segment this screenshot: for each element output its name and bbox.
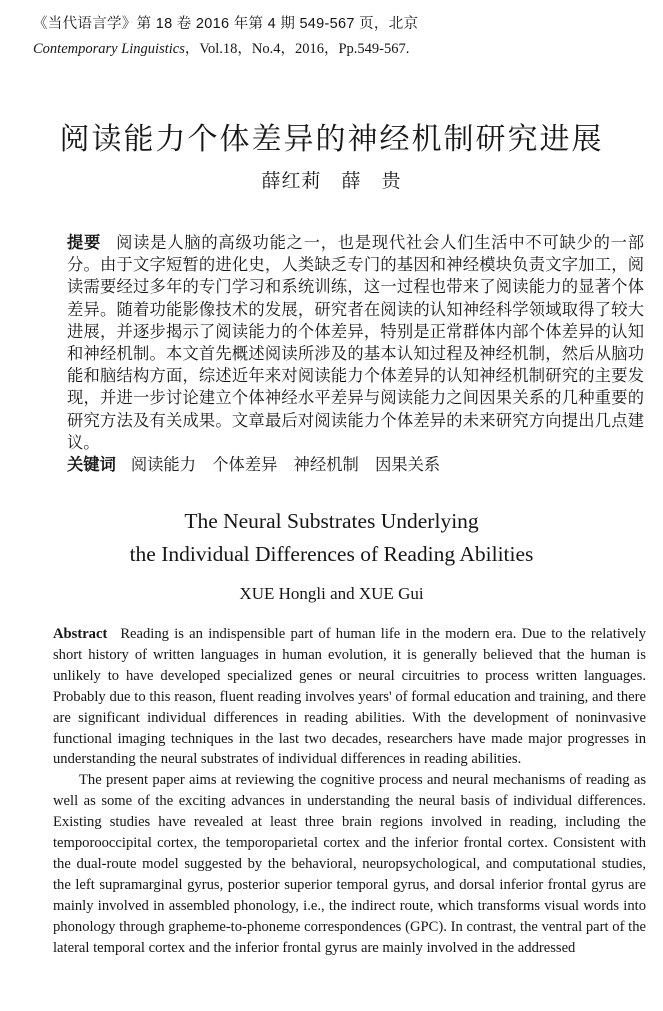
journal-running-head (33, 12, 638, 62)
keywords-label: 关键词 (67, 456, 116, 475)
authors-english: XUE Hongli and XUE Gui (239, 584, 424, 603)
authors-chinese: 薛红莉 薛 贵 (261, 171, 402, 192)
abstract-english-paragraph-2: The present paper aims at reviewing the cognitive process and neural mechanisms of reading as well as some of the exciting advances in understanding the neural basis of individual differences. Existing studies have revealed at least three brain regions involved in reading, including the temporooccipital cortex, the temporoparietal cortex and the inferior frontal cortex. Consistent with the dual-route model suggested by the behavioral, neuropsychological, and computational studies, the left supramarginal gyrus, posterior superior temporal gyrus, and dorsal inferior frontal gyrus are mainly involved in assembled phonology, i.e., the indirect route, which transforms visual words into phonology through grapheme-to-phoneme correspondences (GPC). In contrast, the ventral part of the lateral temporal cortex and the inferior frontal gyrus are mainly involved in the addressed (53, 772, 646, 956)
abstract-english-block (53, 624, 646, 959)
article-title-english-line-1: The Neural Substrates Underlying (184, 509, 479, 533)
journal-citation-english (33, 37, 638, 62)
abstract-english-paragraph-1-text: Reading is an indispensible part of human life in the modern era. Due to the relatively short history of written languages in human evolution, it is generally believed that the human is unlikely to have developed specialized genes or neural circuitries to process written languages. Probably due to this reason, fluent reading involves years' of formal education and training, and there are significant individual differences in reading abilities. With the development of noninvasive functional imaging techniques in the last two decades, researchers have made major progresses in understanding the neural substrates of individual differences in reading abilities. (53, 626, 646, 768)
article-title-english (0, 505, 663, 571)
journal-volume-info: ，Vol.18，No.4，2016，Pp.549-567. (184, 41, 410, 57)
article-title-english-line-2: the Individual Differences of Reading Abilities (129, 542, 534, 566)
keywords-text: 阅读能力 个体差异 神经机制 因果关系 (130, 456, 441, 475)
abstract-label-chinese: 提要 (67, 234, 102, 252)
keywords-line (67, 454, 644, 476)
abstract-label-english: Abstract (53, 626, 108, 642)
abstract-chinese-block (67, 232, 644, 476)
article-title-chinese: 阅读能力个体差异的神经机制研究进展 (59, 123, 604, 157)
abstract-english-paragraph-1 (53, 624, 646, 770)
abstract-chinese-paragraph (67, 232, 644, 454)
journal-name: Contemporary Linguistics (33, 41, 185, 57)
abstract-text-chinese: 阅读是人脑的高级功能之一，也是现代社会人们生活中不可缺少的一部分。由于文字短暂的进化史，人类缺乏专门的基因和神经模块负责文字加工，阅读需要经过多年的专门学习和系统训练，这一过程也带来了阅读能力的显著个体差异。随着功能影像技术的发展，研究者在阅读的认知神经科学领域取得了较大进展，并逐步揭示了阅读能力的个体差异，特别是正常群体内部个体差异的认知和神经机制。本文首先概述阅读所涉及的基本认知过程及神经机制，然后从脑功能和脑结构方面，综述近年来对阅读能力个体差异的认知神经机制研究的主要发现，并进一步讨论建立个体神经水平差异与阅读能力之间因果关系的几种重要的研究方法及有关成果。文章最后对阅读能力个体差异的未来研究方向提出几点建议。 (67, 234, 644, 452)
journal-citation-chinese: 《当代语言学》第 18 卷 2016 年第 4 期 549-567 页，北京 (33, 16, 419, 32)
